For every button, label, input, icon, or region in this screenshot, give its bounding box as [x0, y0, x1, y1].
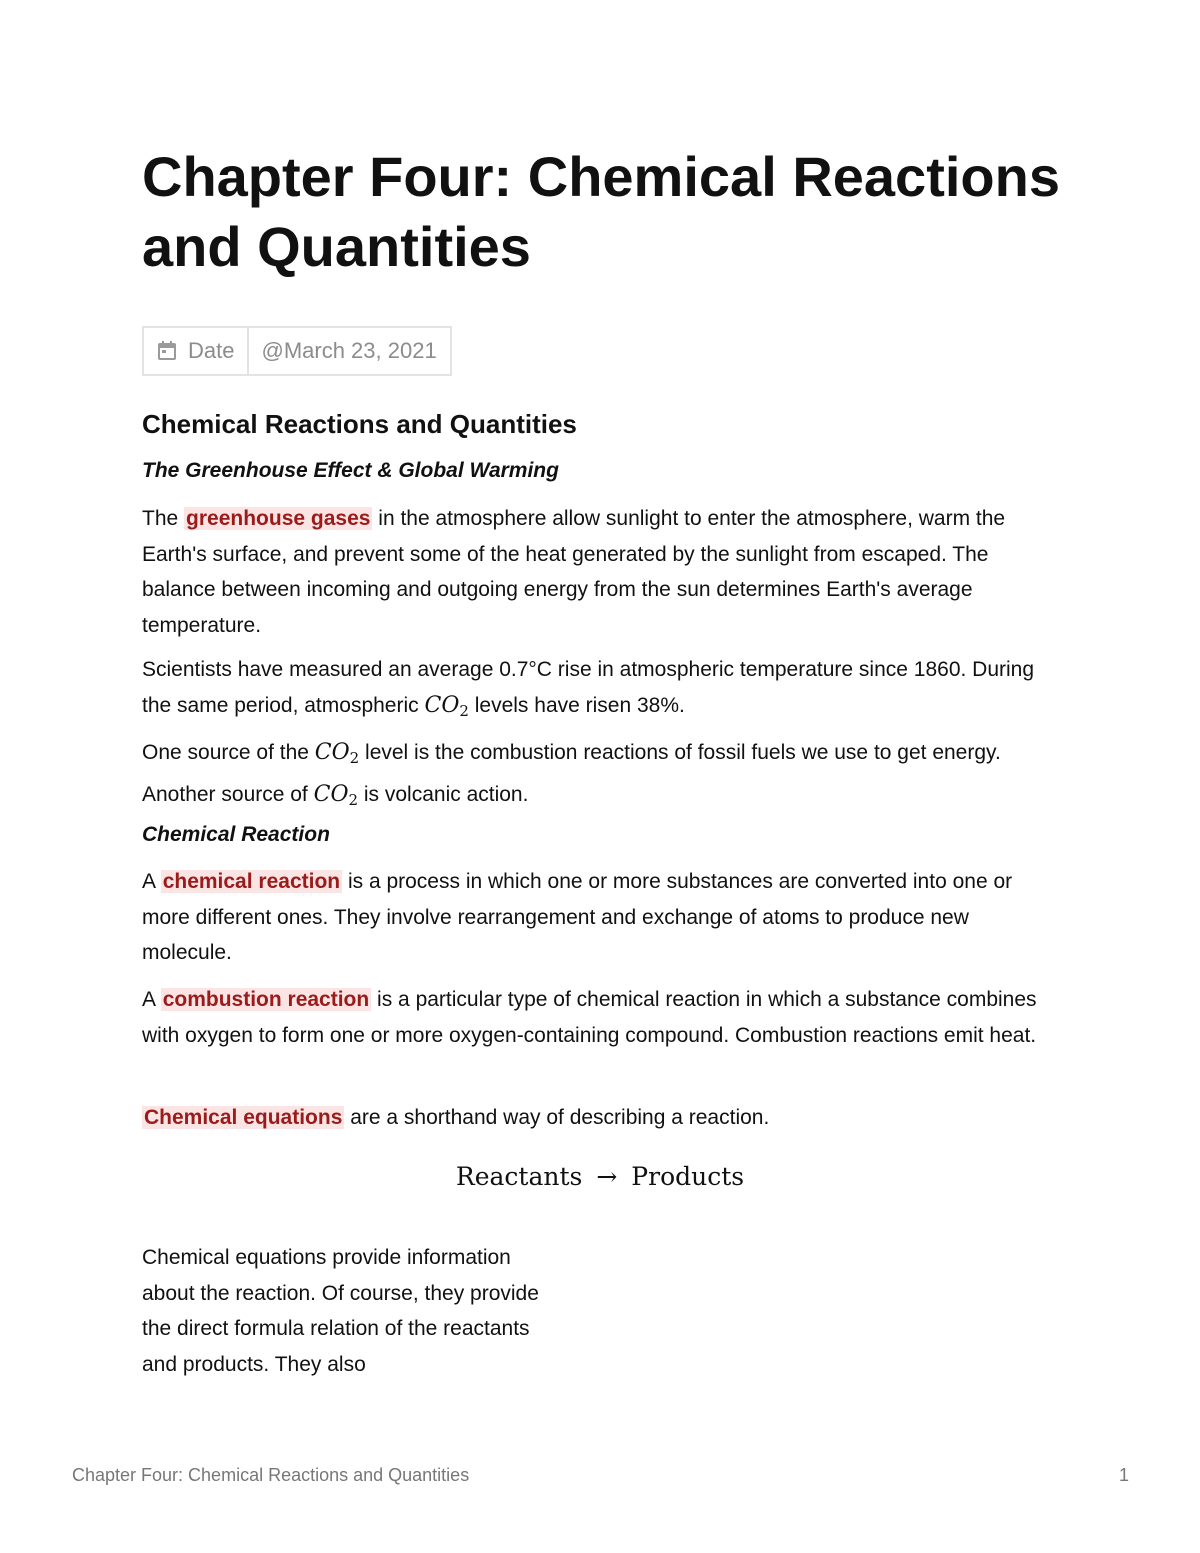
highlight-chemical-reaction: chemical reaction — [162, 870, 341, 893]
highlight-greenhouse-gases: greenhouse gases — [186, 507, 371, 530]
paragraph-chemical-reaction — [142, 864, 1058, 971]
equation-reactants: Reactants — [455, 1162, 583, 1191]
text: Scientists have measured an average 0.7°C rise in atmospheric temperature since 1860. During the same period, atmospheric — [142, 658, 1035, 717]
text: is volcanic action. — [358, 782, 529, 806]
text: The — [142, 507, 185, 530]
math-co2 — [424, 693, 468, 718]
text: in the atmosphere allow sunlight to enter the atmosphere, warm the Earth's surface, and prevent some of the heat generated by the sunlight from escaped. The balance between incoming and outgoing energy from the sun determines Earth's average temperature. — [142, 507, 1006, 637]
math-co2 — [314, 782, 358, 807]
paragraph-equation-info: Chemical equations provide information about the reaction. Of course, they provide the direct formula relation of the reactants and products. They also — [142, 1246, 539, 1376]
date-value[interactable]: @March 23, 2021 — [261, 338, 437, 363]
text: A — [142, 988, 161, 1011]
text: level is the combustion reactions of fossil fuels we use to get energy. Another source of — [142, 741, 1001, 806]
footer-title: Chapter Four: Chemical Reactions and Quantities — [72, 1465, 470, 1485]
page-number: 1 — [1118, 1465, 1129, 1485]
text: are a shorthand way of describing a reaction. — [344, 1106, 770, 1129]
paragraph-temperature — [142, 652, 1058, 729]
date-label: Date — [188, 338, 235, 363]
math-subscript: 2 — [349, 749, 360, 767]
date-property-name — [144, 328, 249, 374]
math-subscript: 2 — [459, 701, 469, 720]
paragraph-equations — [142, 1100, 1058, 1136]
text: levels have risen 38%. — [468, 693, 685, 717]
section-heading: Chemical Reactions and Quantities — [142, 409, 577, 439]
page-title: Chapter Four: Chemical Reactions and Quantities — [142, 145, 1060, 278]
math-co: CO — [314, 740, 350, 765]
calendar-icon — [156, 340, 178, 362]
math-co: CO — [313, 781, 349, 807]
text: is a process in which one or more substances are converted into one or more different ones. They involve rearrangement and exchange of atoms to produce new molecule. — [142, 870, 1013, 964]
paragraph-greenhouse — [142, 501, 1058, 643]
text: is a particular type of chemical reaction in which a substance combines with oxygen to form one or more oxygen-containing compound. Combustion reactions emit heat. — [142, 988, 1037, 1047]
paragraph-combustion — [142, 982, 1058, 1053]
equation-arrow: → — [596, 1162, 618, 1191]
math-co: CO — [424, 692, 460, 718]
paragraph-sources — [142, 735, 1058, 818]
math-subscript: 2 — [348, 790, 359, 809]
equation-products: Products — [631, 1162, 745, 1191]
text: A — [142, 870, 161, 893]
highlight-combustion-reaction: combustion reaction — [162, 988, 370, 1011]
date-property[interactable] — [142, 326, 452, 376]
subheading-greenhouse: The Greenhouse Effect & Global Warming — [142, 459, 559, 482]
highlight-chemical-equations: Chemical equations — [144, 1106, 343, 1129]
text: One source of the — [142, 741, 315, 764]
equation-block — [142, 1162, 1058, 1191]
subheading-chemical-reaction: Chemical Reaction — [142, 823, 330, 846]
math-co2 — [315, 740, 359, 765]
